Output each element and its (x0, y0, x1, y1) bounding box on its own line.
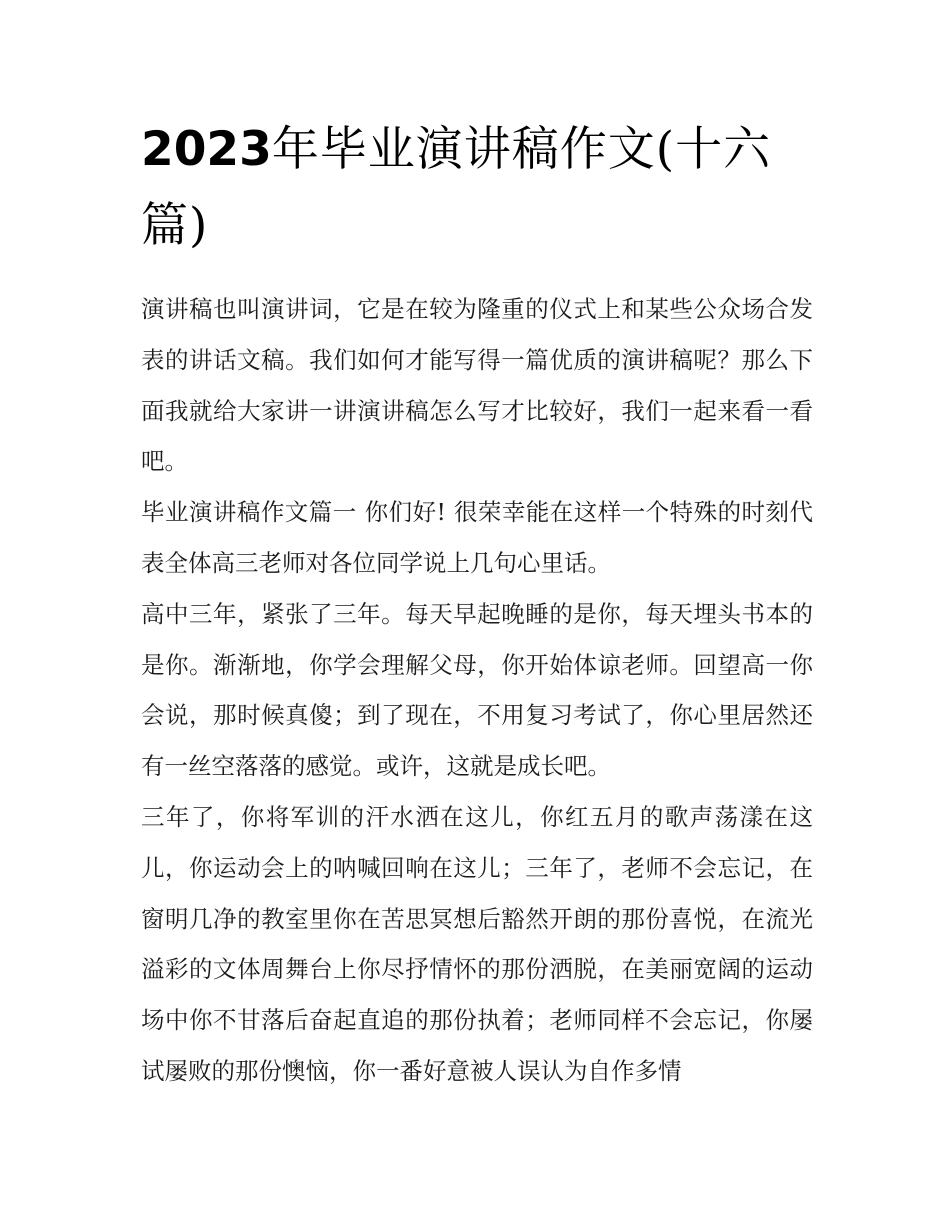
document-title (141, 112, 813, 264)
document-page (141, 112, 813, 1097)
title-text: 年毕业演讲稿作文(十六篇) (141, 122, 772, 253)
title-year: 2023 (141, 122, 272, 177)
paragraph-memories: 三年了，你将军训的汗水洒在这儿，你红五月的歌声荡漾在这儿，你运动会上的呐喊回响在这儿；三年了，老师不会忘记，在窗明几净的教室里你在苦思冥想后豁然开朗的那份喜悦，在流光溢彩的文体周舞台上你尽抒情怀的那份洒脱，在美丽宽阔的运动场中你不甘落后奋起直追的那份执着；老师同样不会忘记，你屡试屡败的那份懊恼，你一番好意被人误认为自作多情 (141, 802, 813, 1085)
document-body (141, 284, 813, 1097)
paragraph-three-years: 高中三年，紧张了三年。每天早起晚睡的是你，每天埋头书本的是你。渐渐地，你学会理解父母，你开始体谅老师。回望高一你会说，那时候真傻；到了现在，不用复习考试了，你心里居然还有一丝空落落的感觉。或许，这就是成长吧。 (141, 599, 813, 781)
paragraph-speech-one-opening: 毕业演讲稿作文篇一 你们好! 很荣幸能在这样一个特殊的时刻代表全体高三老师对各位同学说上几句心里话。 (141, 498, 813, 577)
paragraph-intro: 演讲稿也叫演讲词，它是在较为隆重的仪式上和某些公众场合发表的讲话文稿。我们如何才能写得一篇优质的演讲稿呢？那么下面我就给大家讲一讲演讲稿怎么写才比较好，我们一起来看一看吧。 (141, 295, 813, 476)
